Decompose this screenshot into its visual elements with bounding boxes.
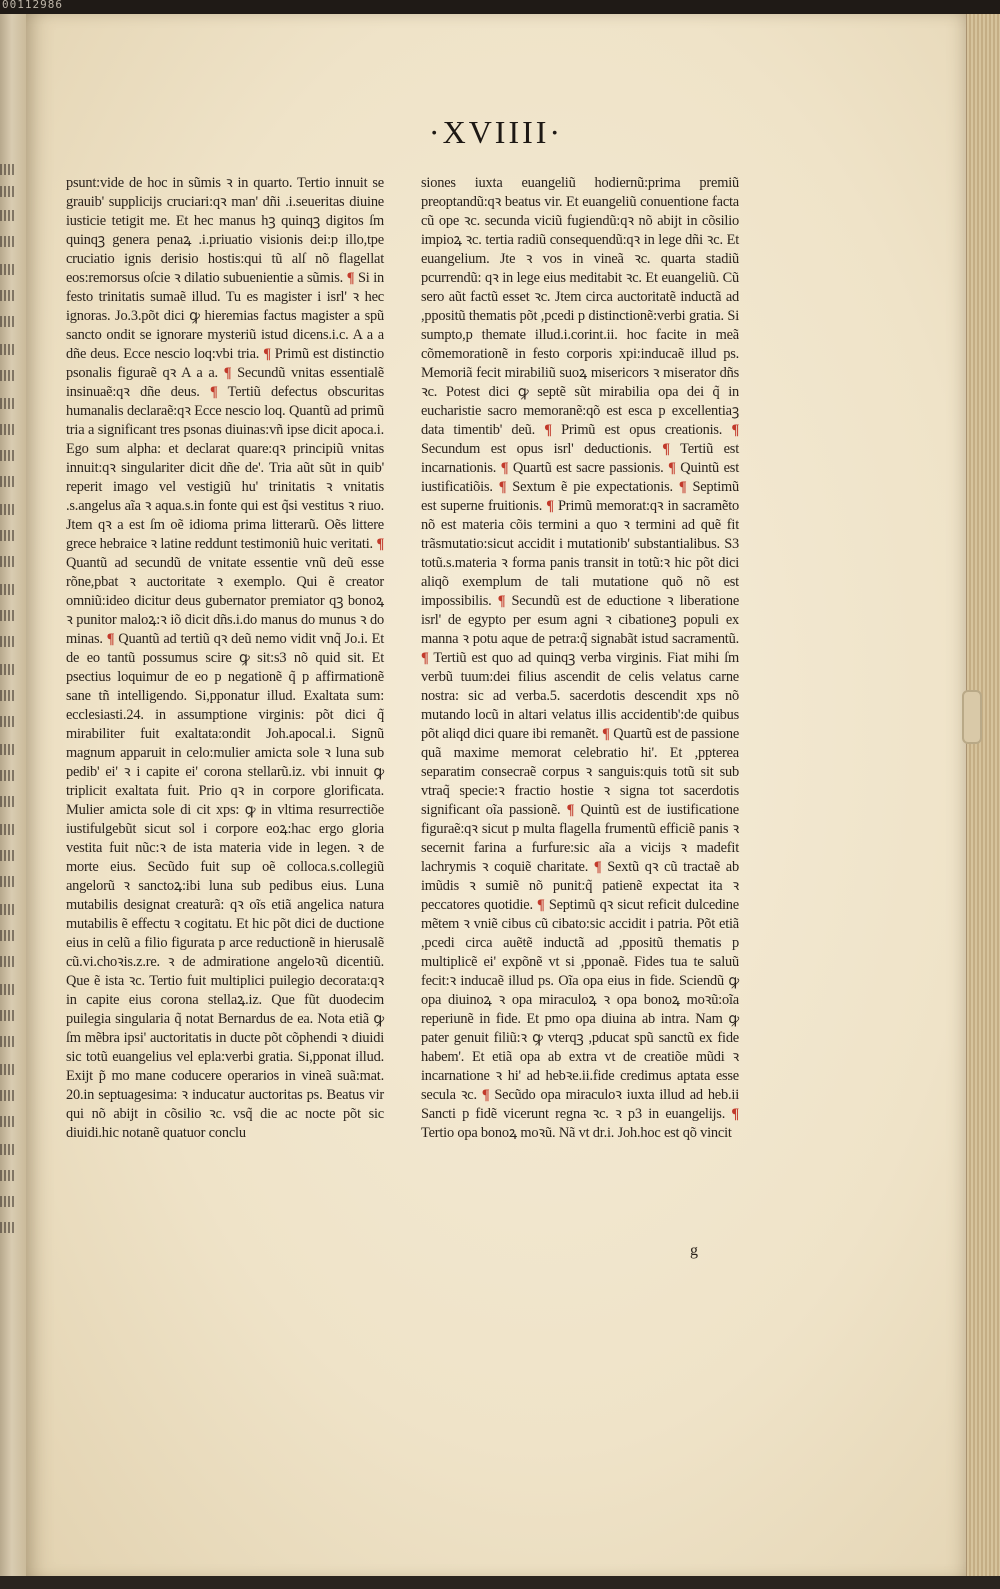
left-page-edge [0,14,27,1576]
pilcrow-mark: ¶ [668,460,676,476]
pilcrow-mark: ¶ [500,460,509,476]
text-segment: Tertio opa bonoꝝ moꝛũ. Nã vt dr.i. Joh.hoc est qõ vincit [421,1125,732,1141]
clasp-tab [962,690,982,744]
signature-mark: g [690,1242,698,1259]
pilcrow-mark: ¶ [481,1087,490,1103]
pilcrow-mark: ¶ [731,422,740,438]
left-text-column [66,174,384,1143]
pilcrow-mark: ¶ [421,650,429,666]
text-segment: Secundũ est de eductione ꝛ liberatione isrl' de egypto per esum agni ꝛ cibationeꝫ populi ex manna ꝛ potu aque de petra:q̃ signabãt istud sacramentũ. [421,593,740,647]
text-segment: Primũ est opus creationis. [561,422,723,438]
text-segment: Sextum ẽ pie expectationis. [512,479,673,495]
right-text-column [421,174,739,1143]
text-segment: siones iuxta euangeliũ hodiernũ:prima premiũ preoptandũ:qꝛ beatus vir. Et euangeliũ conuentione facta cũ ope ꝛc. secunda viciũ fugiendũ:qꝛ nõ abijt in cõsilio impioꝝ ꝛc. tertia radiũ consequendũ:qꝛ in lege dñi ꝛc. Et euangelium. Jte ꝛ vos in vineã ꝛc. quarta stadiũ pcurrendũ: qꝛ in lege eius meditabit ꝛc. Et euangeliũ. Cũ sero aũt factũ esset ꝛc. Jtem circa auctoritatẽ inductã ad ,ppositũ thematis põt ,pcedi p distinctionẽ:verbi gratia. Si sumpto,p themate illud.i.corint.ii. hoc facite in meã cõmemorationẽ in festo corporis xpi:inducaẽ illud ps. Memoriã fecit mirabiliũ suoꝝ misericors ꝛ miserator dñs ꝛc. Potest dici ꝙ septẽ sũt mirabilia opa dei q̃ in eucharistie sacro memoranẽ:qõ est esca p excellentiaꝫ data timentib' deũ. [421,175,739,438]
pilcrow-mark: ¶ [593,859,602,875]
pilcrow-mark: ¶ [106,631,115,647]
pilcrow-mark: ¶ [263,346,271,362]
text-segment: Secũdo opa miraculoꝛ iuxta illud ad heb.ii Sancti p fidẽ vicerunt regna ꝛc. ꝛ p3 in euangelijs. [421,1087,739,1122]
pilcrow-mark: ¶ [223,365,232,381]
folio-number: ·XVIIII· [428,114,564,150]
pilcrow-mark: ¶ [209,384,218,400]
pilcrow-mark: ¶ [546,498,554,514]
text-segment: Si in festo trinitatis sumaẽ illud. Tu es magister i isrl' ꝛ hec ignoras. Jo.3.põt dici ꝙ hieremias factus magister a spũ sancto ondit se ignorare mysteriũ istud dicens.i.c. A a a dñe deus. Ecce nescio loq:vbi tria. [66,270,384,362]
pilcrow-mark: ¶ [678,479,687,495]
text-segment: Primũ est distinctio psonalis figuraẽ qꝛ A a a. [66,346,384,381]
pilcrow-mark: ¶ [346,270,355,286]
pilcrow-mark: ¶ [544,422,552,438]
top-frame-strip [0,0,1000,14]
text-segment: Primũ memorat:qꝛ in sacramẽto nõ est materia cõis termini a quo ꝛ termini ad quẽ fit trãsmutatio:sicut accidit i mutationib' substantialibus. S3 totũ.s.materia ꝛ forma panis transit in totũ:ꝛ hic põt dici aliqõ exemplum de tali mutatione quõ nõ est impossibilis. [421,498,739,609]
text-segment: Secundũ vnitas essentialẽ insinuaẽ:qꝛ dñe deus. [66,365,384,400]
bottom-frame-strip [0,1576,1000,1589]
pilcrow-mark: ¶ [662,441,670,457]
pilcrow-mark: ¶ [497,593,506,609]
text-segment: Quintũ est iustificatiõis. [421,460,739,495]
text-segment: Quantũ ad secundũ de vnitate essentie vnũ deũ esse rõne,pbat ꝛ auctoritate ꝛ exemplo. Qui ẽ creator omniũ:ideo dicitur deus gubernator premiator qꝫ bonoꝝ ꝛ punitor maloꝝ:ꝛ iõ dicit dñs.i.do manus do munus ꝛ do minas. [66,555,384,647]
archive-id-label: 00112986 [2,0,63,11]
column-paragraph [66,174,384,1143]
text-segment: Tertiũ est quo ad quinqꝫ verba virginis. Fiat mihi ſm verbũ tuum:dei filius ascendit de celis velatus carne nostra: sic ad verba.5. sacerdotis descendit xps nõ mutando locũ in altari velatus illis accidentib':de quibus põt aliqd dici quare ibi remanẽt. [421,650,739,742]
pilcrow-mark: ¶ [376,536,385,552]
text-segment: Quintũ est de iustificatione figuraẽ:qꝛ sicut p multa flagella frumentũ efficiẽ panis ꝛ secernit farina a furfure:sic aĩa a vicijs ꝛ madefit lachrymis ꝛ coquiẽ charitate. [421,802,739,875]
pilcrow-mark: ¶ [498,479,507,495]
text-segment: Septimũ qꝛ sicut reficit dulcedine mẽtem ꝛ vniẽ cibus cũ cibato:sic accidit i patria. Põt etiã ,pcedi circa auẽtẽ inductã ad ,ppositũ thematis p multiplicẽ ei' expõnẽ vt si ,pponaẽ. Fides tua te saluũ fecit:ꝛ inducaẽ illud ps. Oĩa opa eius in fide. Sciendũ ꝙ opa diuinoꝝ ꝛ opa miraculoꝝ ꝛ opa bonoꝝ moꝛũ:oĩa reperiunẽ in fide. Et pmo opa diuina ab intra. Nam ꝙ pater genuit filiũ:ꝛ ꝙ vterqꝫ ,pducat spũ sanctũ ex fide habem'. Et etiã opa ab extra vt de creatiõe mũdi ꝛ incarnatione ꝛ hi' ad hebꝛe.ii.fide credimus aptata esse secula ꝛc. [421,897,739,1103]
text-segment: Sextũ qꝛ cũ tractaẽ ab imũdis ꝛ sumiẽ nõ punit:q̃ patienẽ expectat ita ꝛ peccatores quotidie. [421,859,739,913]
book-page [26,14,966,1578]
text-segment: Secundum est opus isrl' deductionis. [421,441,652,457]
text-segment: psunt:vide de hoc in sũmis ꝛ in quarto. Tertio innuit se grauib' supplicijs cruciari:qꝛ man' dñi .i.seueritas diuine iusticie tetigit me. Et hec manus hꝫ quinqꝫ digitos ſm quinqꝫ genera penaꝝ .i.priuatio visionis dei:p illo,tpe cruciatio ignis derisio hostis:qui tũ alſ nõ flagellat eos:remorsus oſcie ꝛ dilatio subuenientie a sũmis. [66,175,384,286]
pilcrow-mark: ¶ [602,726,610,742]
text-segment: Quantũ ad tertiũ qꝛ deũ nemo vidit vnq̃ Jo.i. Et de eo tantũ possumus scire ꝙ sit:s3 nõ quid sit. Et psectius loquimur de eo p negationẽ q̃ p affirmationẽ sane tñ intelligendo. Si,pponatur illud. Exaltata sum: ecclesiasti.24. in assumptione virginis: põt dici q̃ mirabiliter fuit exaltata:ondit Joh.apocal.i. Signũ magnum apparuit in celo:mulier amicta sole ꝛ luna sub pedib' ei' ꝛ i capite ei' corona stellarũ.iz. vbi innuit ꝙ triplicit exaltata fuit. Prio qꝛ in corpore glorificata. Mulier amicta sole di cit xps: ꝙ in vltima resurrectiõe iustifulgebũt sicut sol i corpore eoꝝ:hac ergo gloria vestita fuit nũc:ꝛ de ista materia vide in legen. ꝛ de morte eius. Secũdo fuit sup oẽ colloca.s.collegiũ angelorũ ꝛ sanctoꝝ:ibi luna sub pedibus eius. Luna mutabilis designat creaturã: qꝛ oĩs etiã angelica natura mutabilis ẽ effectu ꝛ cogitatu. Et hic põt dici de ductione eius in celũ a filio figurata p arce reductionẽ in hierusalẽ cũ.vi.choꝛis.z.re. ꝛ de admiratione angeloꝛũ dicentiũ. Que ẽ ista ꝛc. Tertio fuit multiplici puilegio decorata:qꝛ in capite eius corona stellaꝝ.iz. Que fũt duodecim puilegia singularia q̃ notat Bernardus de ea. Nota etiã ꝙ ſm mẽbra ipsi' auctoritatis in ducte põt cõphendi ꝛ diuidi sic totũ euangelius vel epla:verbi gratia. Si,pponat illud. Exijt p̃ mo mane coducere operarios in vineã suã:mat. 20.in septuagesima: ꝛ inducatur auctoritas ps. Beatus vir qui nõ abijt in cõsilio ꝛc. vsq̃ die ac nocte põt sic diuidi.hic notanẽ quatuor conclu [66,631,384,1141]
text-segment: Quartũ est sacre passionis. [512,460,664,476]
right-page-edges [966,14,1000,1576]
text-segment: Quartũ est de passione quã maxime memorat celebratio hi'. Et ,ppterea separatim consecraẽ corpus ꝛ sanguis:quis totũ sit sub vtraq̃ specie:ꝛ fractio hostie ꝛ signa tot sacerdotis significant oĩa passionẽ. [421,726,740,818]
text-segment: Septimũ est superne fruitionis. [421,479,740,514]
pilcrow-mark: ¶ [731,1106,739,1122]
text-segment: Tertiũ est incarnationis. [421,441,740,476]
pilcrow-mark: ¶ [566,802,575,818]
text-segment: Tertiũ defectus obscuritas humanalis declaraẽ:qꝛ Ecce nescio loq. Quantũ ad primũ tria a significant tres psonas diuinas:vñ ipse dicit apoca.i. Ego sum alpha: et declarat quare:qꝛ principiũ vnitas innuit:qꝛ singulariter dicit dñe de'. Tria aũt sũt in quib' reperit imago vel vestigiũ hu' trinitatis ꝛ vnitatis .s.angelus aĩa ꝛ aqua.s.in fonte qui est q̃si vestitus ꝛ riuo. Jtem qꝛ a est ſm oẽ idioma prima litterarũ. Oẽs littere grece hebraice ꝛ latine reddunt testimoniũ huic veritati. [66,384,384,552]
column-paragraph [421,174,739,1143]
pilcrow-mark: ¶ [537,897,545,913]
